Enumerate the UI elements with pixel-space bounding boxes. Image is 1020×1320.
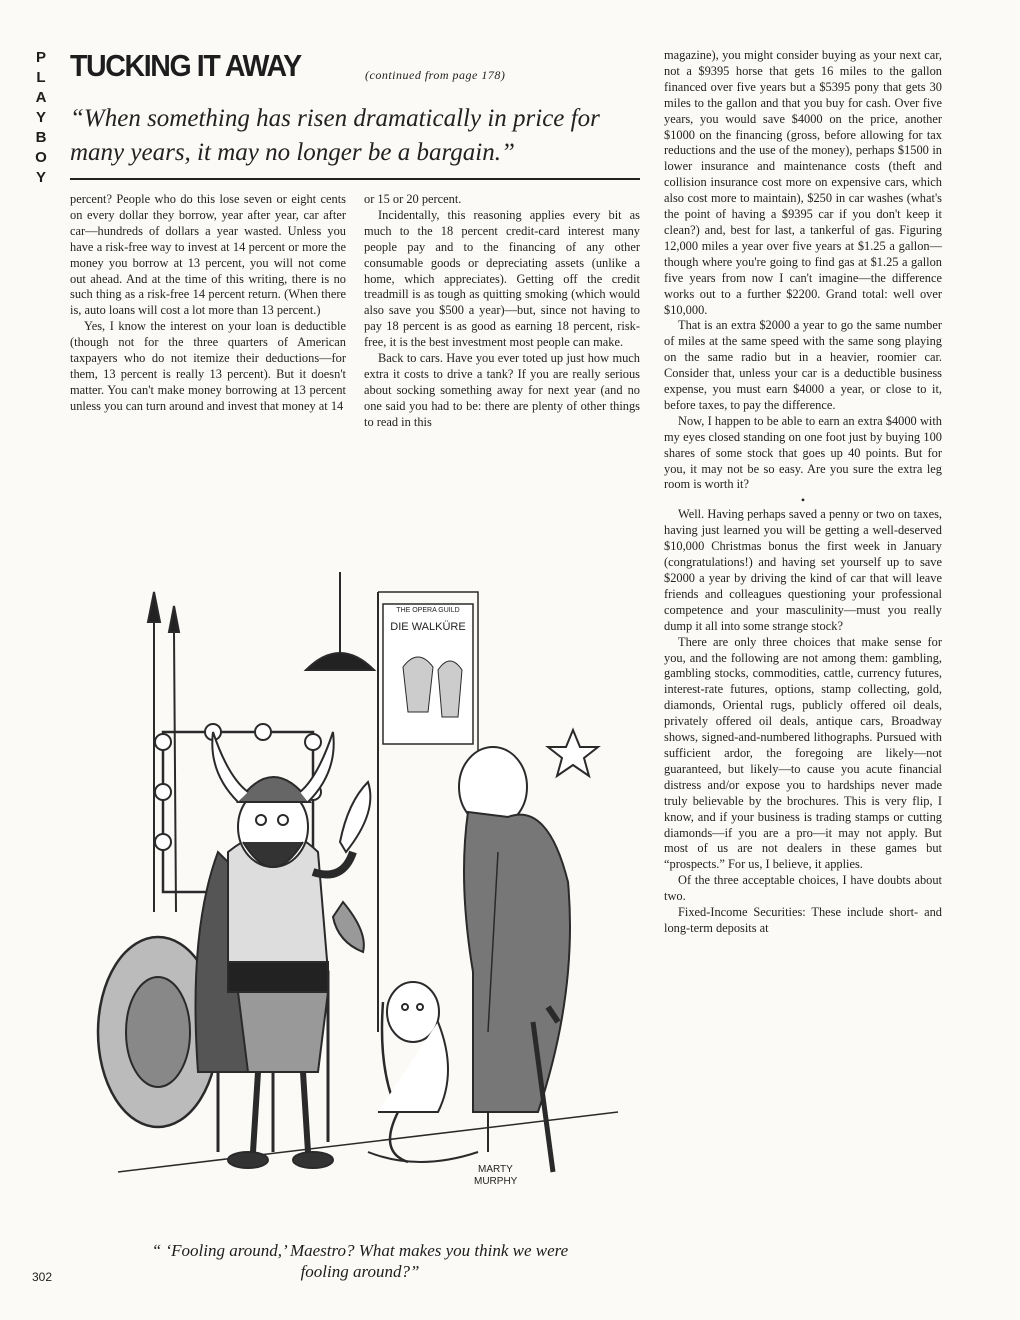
- poster-title: DIE WALKÜRE: [390, 621, 466, 633]
- article-title: TUCKING IT AWAY: [70, 48, 301, 83]
- section-bullet: •: [800, 493, 806, 508]
- paragraph: There are only three choices that make sense for you, and the following are not among them: gambling, gambling stocks, commodities, cattle, currency futures, interest-rate futures, options, stamp collecting, gold, diamonds, Oriental rugs, publicly offered oil deals, privately offered oil deals, antique cars, Broadway shows, signed-and-numbered lithographs. Pursued with sufficient ardor, the foregoing are likely—not guaranteed, but likely—to cause you acute financial distress and/or expose you to hardships never made truly believable by the brochures. This is very flip, I know, and if your business is trading stamps or cutting diamonds—if you are a pro—it may not apply. But most of us are not dealers in these games but “prospects.” For us, I believe, it applies.: [664, 634, 942, 872]
- poster-header: THE OPERA GUILD: [396, 607, 460, 614]
- paragraph: Of the three acceptable choices, I have doubts about two.: [664, 873, 942, 904]
- cartoon-illustration: [78, 552, 638, 1224]
- paragraph: Fixed-Income Securities: These include short- and long-term deposits at: [664, 905, 942, 935]
- masthead-letter: Y: [35, 109, 46, 126]
- paragraph: Yes, I know the interest on your loan is deductible (though not for the three quarters of American taxpayers who do not itemize their deductions—for them, 13 percent is really 13 percent). But it doesn't matter. You can't make money borrowing at 13 percent unless you can turn around and invest that money at 14: [70, 319, 346, 413]
- text-column-1: [70, 192, 346, 415]
- text-column-3: [664, 48, 942, 937]
- artist-signature: MARTY: [478, 1164, 513, 1175]
- paragraph: magazine), you might consider buying as your next car, not a $9395 horse that gets 16 miles to the gallon financed over five years but a $5395 pony that gets 30 miles to the gallon and that you buy for cash. Over five years, you would save $4000 on the price, another $1000 on the financing (gross, before allowing for tax reductions and the use of the money), perhaps $1500 in lower insurance and maintenance costs (theft and collision insurance cost more on expensive cars, which also cost more to maintain), $250 in car washes (what's the point of having a $9395 car if you don't keep it clean?) and, best for last, a tankerful of gas. Figuring 12,000 miles a year over five years at $1.25 a gallon—though where you're going to find gas at $1.25 a gallon five years from now I can't imagine—the difference works out to a further $2200. Grand total: well over $10,000.: [664, 48, 942, 317]
- paragraph: Back to cars. Have you ever toted up just how much extra it costs to drive a tank? If you are really serious about socking something away for next year (and no one said you had to be: there are plenty of other things to read in this: [364, 351, 640, 429]
- cartoon-caption: “ ‘Fooling around,’ Maestro? What makes you think we were fooling around?”: [151, 1241, 569, 1281]
- paragraph: percent? People who do this lose seven or eight cents on every dollar they borrow, year after year, car after car—hundreds of dollars a year wasted. Unless you have a risk-free way to invest at 14 percent or more the money you borrow at 13 percent, you will not come out ahead. And at the time of this writing, there is no such thing as a risk-free 14 percent return. (When there is, auto loans will cost a lot more than 13 percent.): [70, 192, 346, 318]
- text-column-2: [364, 192, 640, 431]
- paragraph: or 15 or 20 percent.: [364, 192, 462, 206]
- masthead-letter: L: [36, 69, 46, 86]
- pull-quote-rule: [70, 178, 640, 180]
- masthead-letter: O: [35, 149, 47, 166]
- paragraph: Now, I happen to be able to earn an extra $4000 with my eyes closed standing on one foot just by buying 100 shares of some stock that goes up 40 points. But for you, it may not be so easy. Are you sure the extra leg room is worth it?: [664, 413, 942, 492]
- masthead-letter: A: [35, 89, 47, 106]
- masthead-vertical: [30, 48, 52, 188]
- masthead-letter: Y: [35, 169, 46, 186]
- continued-note: (continued from page 178): [365, 68, 506, 82]
- paragraph: That is an extra $2000 a year to go the same number of miles at the same speed with the same song playing on the same radio but in a heavier, roomier car. Consider that, unless your car is a deductible business expense, you must earn $4000 a year, or close to it, before taxes, to pay the difference.: [664, 318, 942, 412]
- pull-quote: “When something has risen dramatically in price for many years, it may no longer be a bargain.”: [70, 105, 600, 166]
- page-number: 302: [32, 1270, 53, 1284]
- artist-signature: MURPHY: [474, 1176, 518, 1187]
- article-header: [70, 48, 650, 88]
- paragraph: Well. Having perhaps saved a penny or two on taxes, having just learned you will be getting a well-deserved $10,000 Christmas bonus the first week in January (congratulations!) and having set yourself up to save $2000 a year by driving the kind of car that will leave friends and colleagues questioning your professional competence and your masculinity—must you really dump it all into some strange stock?: [664, 507, 942, 633]
- paragraph: Incidentally, this reasoning applies every bit as much to the 18 percent credit-card interest many people pay and to the financing of any other consumable goods or depreciating assets (unlike a home, which appreciates). Getting off the credit treadmill is as tough as quitting smoking (which would also save you $500 a year)—but, since not having to pay 18 percent is as good as earning 18 percent, risk-free, it is the best investment most people can make.: [364, 207, 640, 350]
- masthead-letter: B: [35, 129, 47, 146]
- masthead-letter: P: [35, 49, 46, 66]
